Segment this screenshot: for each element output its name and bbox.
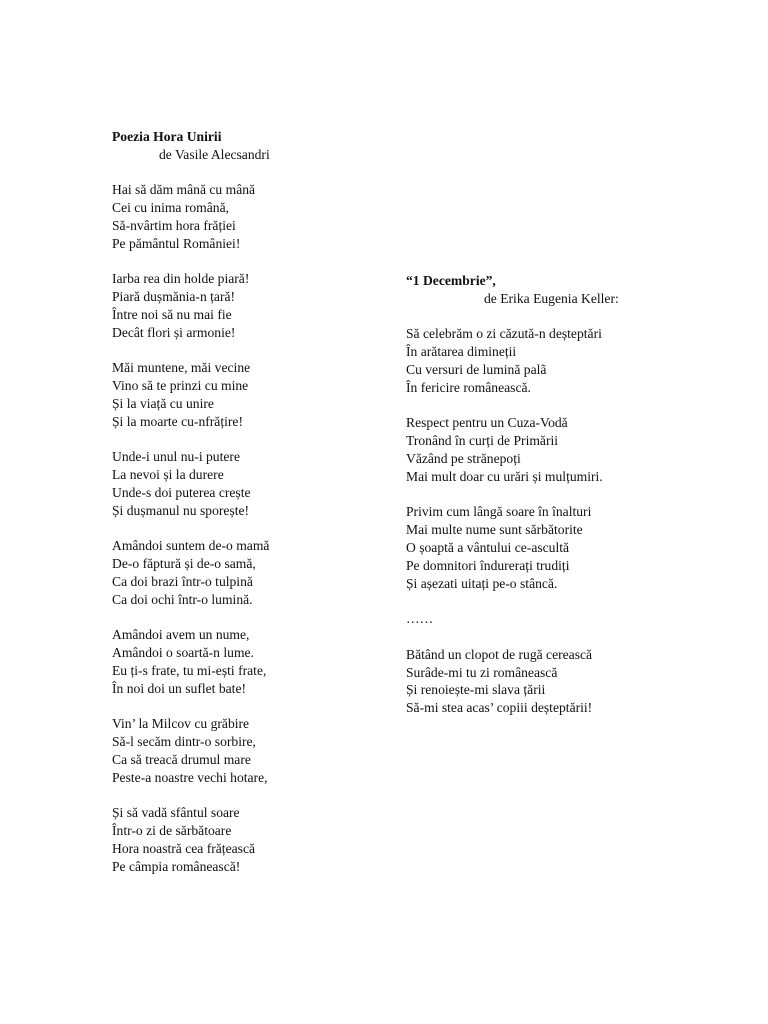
poem-line: Ca să treacă drumul mare <box>112 751 251 767</box>
poem-1-decembrie <box>406 272 746 717</box>
poem-line: Tronând în curți de Primării <box>406 433 559 449</box>
poem-line: Amândoi suntem de-o mamă <box>112 538 270 554</box>
poem-line: Pe domnitori îndurerați trudiți <box>406 557 570 573</box>
poem-author: de Vasile Alecsandri <box>159 146 270 162</box>
stanza <box>112 181 412 252</box>
stanza <box>112 804 412 875</box>
poem-line: Unde-s doi puterea crește <box>112 484 251 500</box>
poem-line: Eu ți-s frate, tu mi-ești frate, <box>112 662 267 678</box>
poem-line: Unde-i unul nu-i putere <box>112 449 240 465</box>
poem-body <box>406 325 746 717</box>
poem-body <box>112 181 412 875</box>
poem-line: Amândoi o soartă-n lume. <box>112 645 254 661</box>
poem-line: Pe pământul României! <box>112 235 241 251</box>
stanza <box>406 414 746 485</box>
poem-hora-unirii <box>112 128 412 875</box>
poem-line: Amândoi avem un nume, <box>112 627 250 643</box>
poem-line: Vin’ la Milcov cu grăbire <box>112 716 250 732</box>
poem-line: În noi doi un suflet bate! <box>112 680 247 696</box>
poem-line: În fericire românească. <box>406 379 531 395</box>
poem-line: Piară dușmănia-n țară! <box>112 289 236 305</box>
poem-line: Ca doi brazi într-o tulpină <box>112 573 253 589</box>
poem-line: Cei cu inima română, <box>112 200 230 216</box>
poem-line: Surâde-mi tu zi românească <box>406 664 558 680</box>
stanza <box>112 715 412 786</box>
poem-line: Hora noastră cea frățească <box>112 840 256 856</box>
poem-line: Și dușmanul nu sporește! <box>112 502 250 518</box>
stanza <box>112 270 412 341</box>
poem-line: Ca doi ochi într-o lumină. <box>112 591 253 607</box>
poem-line: Respect pentru un Cuza-Vodă <box>406 415 568 431</box>
stanza <box>112 626 412 697</box>
poem-line: Între noi să nu mai fie <box>112 306 232 322</box>
stanza <box>112 359 412 430</box>
poem-line: O șoaptă a vântului ce-ascultă <box>406 539 570 555</box>
stanza <box>112 537 412 608</box>
poem-line: Și să vadă sfântul soare <box>112 805 240 821</box>
poem-line: Măi muntene, măi vecine <box>112 360 251 376</box>
poem-line: Și la viață cu unire <box>112 395 214 411</box>
poem-line: Și la moarte cu-nfrățire! <box>112 413 243 429</box>
poem-author: de Erika Eugenia Keller: <box>484 290 619 306</box>
poem-title: Poezia Hora Unirii <box>112 129 222 144</box>
poem-line: Decât flori și armonie! <box>112 324 236 340</box>
poem-line: Și așezati uitați pe-o stâncă. <box>406 575 558 591</box>
poem-line: Peste-a noastre vechi hotare, <box>112 769 268 785</box>
poem-line: Mai mult doar cu urări și mulțumiri. <box>406 468 603 484</box>
poem-line: Iarba rea din holde piară! <box>112 271 250 287</box>
poem-line: Într-o zi de sărbătoare <box>112 823 232 839</box>
poem-line: Vino să te prinzi cu mine <box>112 378 249 394</box>
poem-line: Privim cum lângă soare în înalturi <box>406 504 592 520</box>
poem-line: Să-nvârtim hora frăției <box>112 217 236 233</box>
stanza <box>406 646 746 717</box>
stanza <box>406 325 746 396</box>
poem-line: Să celebrăm o zi căzută-n deșteptări <box>406 326 602 342</box>
stanza <box>112 448 412 519</box>
poem-line: Să-l secăm dintr-o sorbire, <box>112 734 256 750</box>
poem-line: …… <box>406 611 434 627</box>
poem-line: Și renoiește-mi slava țării <box>406 682 546 698</box>
poem-line: Bătând un clopot de rugă cerească <box>406 646 593 662</box>
poem-line: La nevoi și la durere <box>112 467 224 483</box>
poem-line: Cu versuri de lumină palã <box>406 361 547 377</box>
poem-line: În arătarea dimineții <box>406 344 517 360</box>
poem-line: Pe câmpia românească! <box>112 858 241 874</box>
poem-title: “1 Decembrie”, <box>406 273 496 288</box>
stanza <box>406 610 746 628</box>
poem-line: Văzând pe strănepoți <box>406 450 521 466</box>
poem-line: Mai multe nume sunt sărbătorite <box>406 522 583 538</box>
poem-line: Să-mi stea acas’ copiii deșteptării! <box>406 700 593 716</box>
poem-line: De-o făptură și de-o samă, <box>112 556 256 572</box>
poem-line: Hai să dăm mână cu mână <box>112 182 256 198</box>
stanza <box>406 503 746 592</box>
